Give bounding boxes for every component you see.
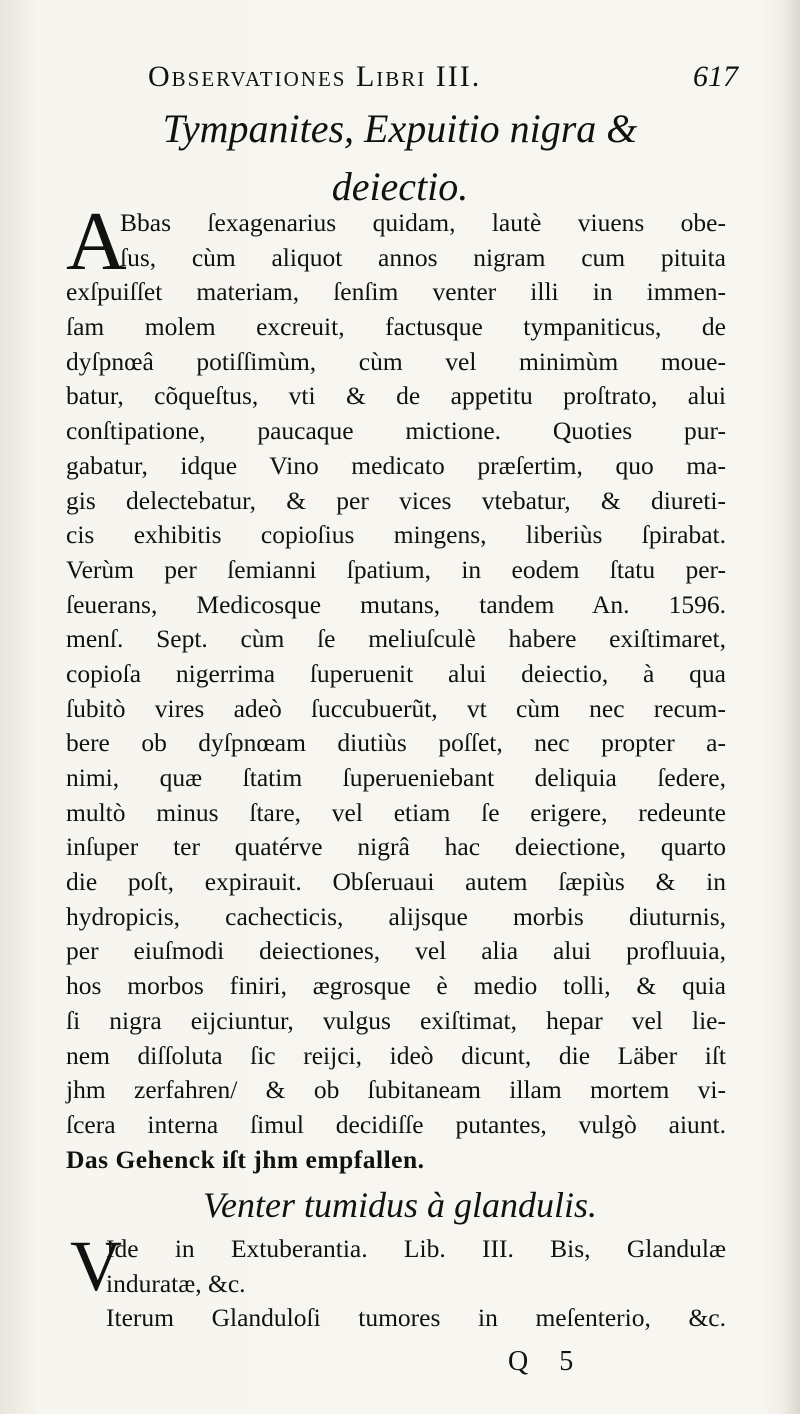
- text-line: ſeuerans, Medicosque mutans, tandem An. 1596.: [66, 589, 726, 619]
- drop-cap-v: V: [70, 1226, 122, 1306]
- text-line: hos morbos finiri, ægrosque è medio tolli, & quia: [66, 971, 726, 1001]
- text-line: cis exhibitis copioſius mingens, liberiùs ſpirabat.: [66, 520, 726, 550]
- text-line: multò minus ſtare, vel etiam ſe erigere, redeunte: [66, 797, 726, 827]
- text-line: ſam molem excreuit, factusque tympaniticus, de: [66, 312, 726, 342]
- running-header: [148, 60, 738, 104]
- text-line: die poſt, expirauit. Obſeruaui autem ſæpiùs & in: [66, 867, 726, 897]
- text-line: batur, cõqueſtus, vti & de appetitu proſtrato, alui: [66, 381, 726, 411]
- section-title-line-1: Tympanites, Expuitio nigra &: [162, 106, 638, 151]
- text-line: ſubitò vires adeò ſuccubuerũt, vt cùm nec recum-: [66, 693, 726, 723]
- text-line-german: Das Gehenck iſt jhm empfallen.: [66, 1144, 425, 1174]
- section-title-tympanites: [60, 100, 740, 216]
- drop-cap-a: A: [66, 195, 127, 288]
- text-line: menſ. Sept. cùm ſe meliuſculè habere exiſtimaret,: [66, 624, 726, 654]
- catchword-signature: Q 5: [508, 1346, 586, 1377]
- section-body-venter: [66, 1226, 726, 1336]
- section-body-tympanites: [66, 206, 726, 1177]
- text-line: ſcera interna ſimul decidiſſe putantes, vulgò aiunt.: [66, 1109, 726, 1139]
- text-line: exſpuiſſet materiam, ſenſim venter illi in immen-: [66, 277, 726, 307]
- page-number: 617: [693, 60, 738, 93]
- text-line: ſus, cùm aliquot annos nigram cum pituita: [120, 242, 726, 272]
- text-line: Bbas ſexagenarius quidam, lautè viuens obe-: [120, 208, 726, 237]
- text-line: Verùm per ſemianni ſpatium, in eodem ſtatu per-: [66, 554, 726, 584]
- text-line: copioſa nigerrima ſuperuenit alui deiectio, à qua: [66, 658, 726, 688]
- text-line: bere ob dyſpnœam diutiùs poſſet, nec propter a-: [66, 728, 726, 758]
- text-line: dyſpnœâ potiſſimùm, cùm vel minimùm moue-: [66, 346, 726, 376]
- text-line: gabatur, idque Vino medicato præſertim, quo ma-: [66, 450, 726, 480]
- text-line: per eiuſmodi deiectiones, vel alia alui profluuia,: [66, 936, 726, 966]
- page-gutter-shadow: [782, 0, 800, 1414]
- text-line: Iterum Glanduloſi tumores in meſenterio, &c.: [106, 1303, 726, 1333]
- text-line: nem diſſoluta ſic reijci, ideò dicunt, die Läber iſt: [66, 1040, 726, 1070]
- running-title: Observationes Libri III.: [148, 60, 482, 93]
- text-line: Ide in Extuberantia. Lib. III. Bis, Glandulæ: [106, 1234, 726, 1263]
- text-line: gis delectebatur, & per vices vtebatur, & diureti-: [66, 485, 726, 515]
- text-line: hydropicis, cachecticis, alijsque morbis diuturnis,: [66, 901, 726, 931]
- text-line: nimi, quæ ſtatim ſuperueniebant deliquia ſedere,: [66, 763, 726, 792]
- text-line: ſi nigra eijciuntur, vulgus exiſtimat, hepar vel lie-: [66, 1005, 726, 1035]
- text-line: induratæ, &c.: [106, 1268, 246, 1298]
- text-line: conſtipatione, paucaque mictione. Quoties pur-: [66, 416, 726, 446]
- text-line: inſuper ter quatérve nigrâ hac deiectione, quarto: [66, 832, 726, 862]
- section-title-line-2: deiectio.: [331, 164, 469, 209]
- text-line: jhm zerfahren/ & ob ſubitaneam illam mortem vi-: [66, 1075, 726, 1105]
- section-title-venter: Venter tumidus à glandulis.: [203, 1185, 597, 1225]
